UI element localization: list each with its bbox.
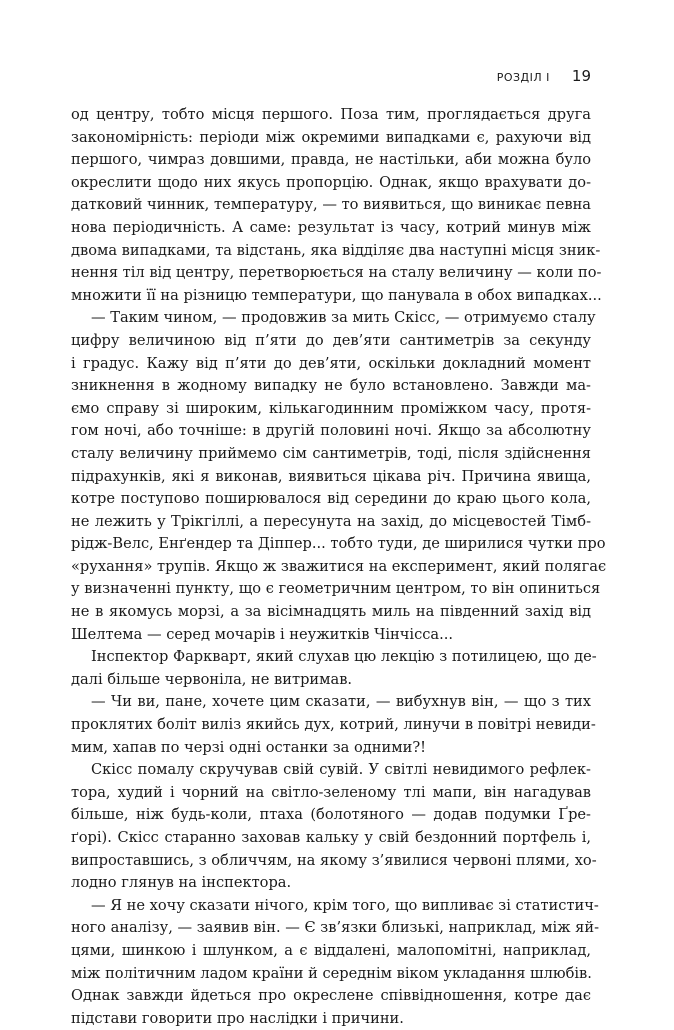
text-line: котре поступово поширювалося від середини до краю цього кола, [71, 490, 591, 508]
text-line: ного аналізу, — заявив він. — Є зв’язки близькі, наприклад, між яй- [71, 919, 600, 937]
text-line: і градус. Кажу від п’яти до дев’яти, оскільки докладний момент [71, 354, 591, 372]
text-line: не лежить у Трікгіллі, а пересунута на захід, до місцевостей Тімб- [71, 512, 591, 530]
text-line: Однак завжди йдеться про окреслене співвідношення, котре дає [71, 987, 591, 1005]
paragraph [71, 895, 600, 1030]
text-line: — Таким чином, — продовжив за мить Скісс, — отримуємо сталу [91, 309, 596, 327]
text-line: нова періодичність. А саме: результат із часу, котрий минув між [71, 218, 591, 236]
text-line: — Я не хочу сказати нічого, крім того, що випливає зі статистич- [91, 896, 599, 914]
text-line: рідж-Велс, Енґендер та Діппер... тобто туди, де ширилися чутки про [71, 535, 606, 553]
text-line: окреслити щодо них якусь пропорцію. Однак, якщо врахувати до- [71, 173, 591, 191]
text-line: нення тіл від центру, перетворюється на сталу величину — коли по- [71, 264, 602, 282]
text-line: Інспектор Фаркварт, який слухав цю лекцію з потилицею, що де- [91, 648, 597, 666]
text-line: сталу величину приймемо сім сантиметрів, тоді, після здійснення [71, 444, 591, 462]
paragraph [71, 691, 596, 759]
paragraph [71, 307, 607, 646]
text-line: зникнення в жодному випадку не було встановлено. Завжди ма- [71, 377, 591, 395]
text-line: Скісс помалу скручував свій сувій. У світлі невидимого рефлек- [91, 761, 591, 779]
text-line: випроставшись, з обличчям, на якому з’явилися червоні плями, хо- [71, 851, 597, 869]
chapter-title: РОЗДІЛ І [496, 71, 550, 84]
text-line: «рухання» трупів. Якщо ж зважитися на експеримент, який полягає [71, 557, 607, 575]
text-line: ґорі). Скісс старанно заховав кальку у свій бездонний портфель і, [71, 829, 591, 846]
text-line: — Чи ви, пане, хочете цим сказати, — вибухнув він, — що з тих [91, 693, 591, 711]
text-line: ємо справу зі широким, кількагодинним проміжком часу, протя- [71, 399, 591, 417]
text-line: од центру, тобто місця першого. Поза тим, проглядається друга [71, 106, 591, 123]
text-line: гом ночі, або точніше: в другій половині ночі. Якщо за абсолютну [71, 422, 591, 440]
text-line: закономірність: періоди між окремими випадками є, рахуючи від [71, 128, 591, 146]
text-line: першого, чимраз довшими, правда, не настільки, аби можна було [71, 151, 591, 169]
text-line: підрахунків, які я виконав, виявиться цікава річ. Причина явища, [71, 467, 591, 485]
paragraph [71, 759, 597, 895]
text-line: множити її на різницю температури, що панувала в обох випадках... [71, 286, 602, 304]
running-head [60, 67, 591, 87]
body-text [71, 104, 607, 1030]
text-line: у визначенні пункту, що є геометричним центром, то він опиниться [71, 580, 601, 598]
page-number: 19 [571, 67, 591, 85]
text-line: цифру величиною від п’яти до дев’яти сантиметрів за секунду [71, 331, 591, 349]
text-line: двома випадками, та відстань, яка відділяє два наступні місця зник- [71, 241, 601, 259]
text-line: цями, шинкою і шлунком, а є віддалені, малопомітні, наприклад, [71, 941, 591, 959]
text-line: проклятих боліт виліз якийсь дух, котрий, линучи в повітрі невиди- [71, 716, 596, 734]
text-line: не в якомусь морзі, а за вісімнадцять миль на південний захід від [71, 603, 591, 621]
text-line: між політичним ладом країни й середнім віком укладання шлюбів. [71, 964, 592, 982]
text-line: більше, ніж будь-коли, птаха (болотяного — додав подумки Ґре- [71, 806, 591, 824]
text-line: лодно глянув на інспектора. [71, 874, 292, 892]
paragraph [71, 104, 602, 307]
text-line: датковий чинник, температуру, — то виявиться, що виникає певна [71, 196, 591, 214]
text-line: далі більше червоніла, не витримав. [71, 670, 353, 688]
text-line: підстави говорити про наслідки і причини. [71, 1009, 404, 1027]
text-line: Шелтема — серед мочарів і неужитків Чінчісса... [71, 625, 454, 643]
paragraph [71, 646, 597, 691]
text-line: тора, худий і чорний на світло-зеленому тлі мапи, він нагадував [71, 783, 591, 801]
text-line: мим, хапав по черзі одні останки за одними?! [71, 738, 427, 756]
